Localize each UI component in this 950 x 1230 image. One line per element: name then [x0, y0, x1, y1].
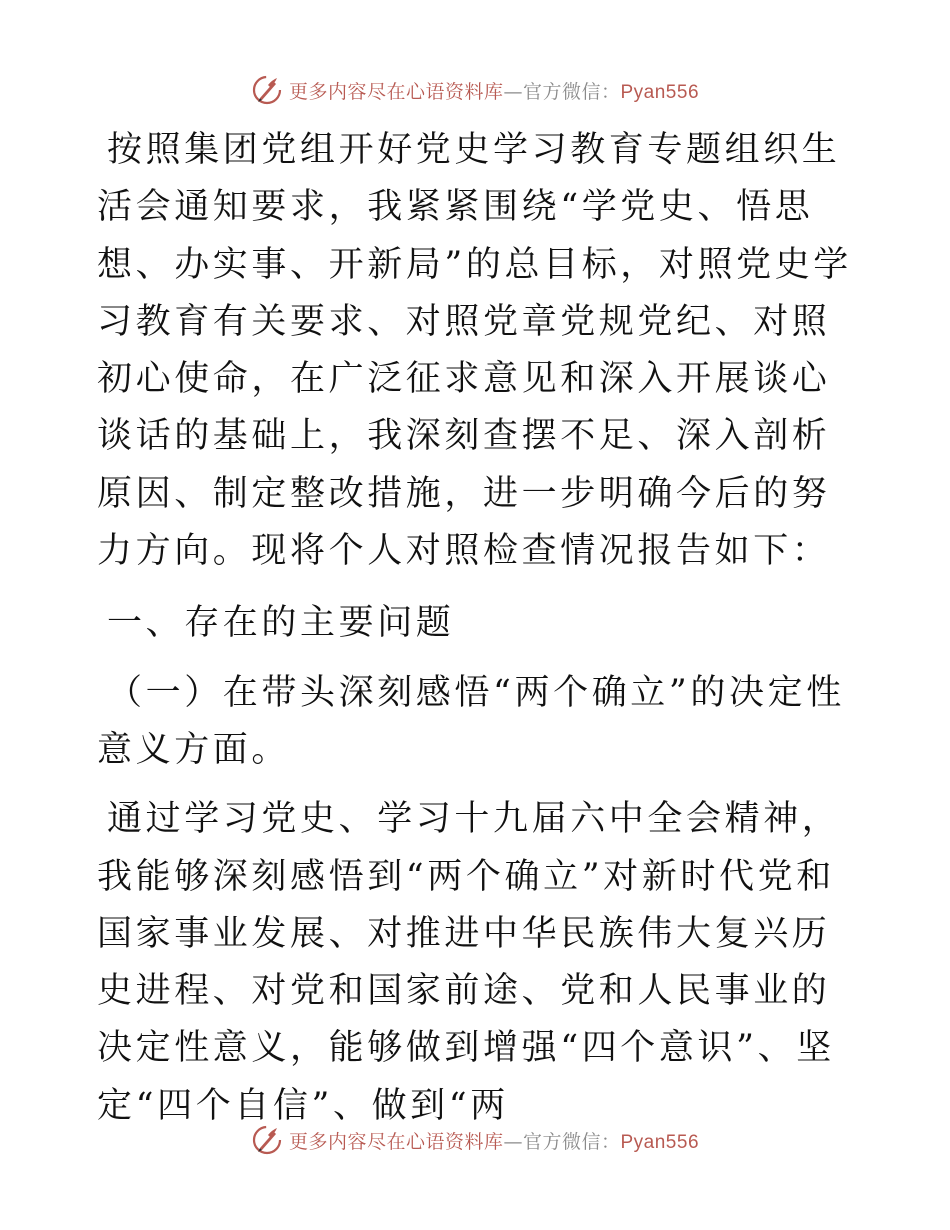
header-banner: [0, 70, 950, 110]
banner-site-text: 更多内容尽在心语资料库: [288, 80, 504, 103]
intro-paragraph: 按照集团党组开好党史学习教育专题组织生活会通知要求，我紧紧围绕“学党史、悟思想、办实事、开新局”的总目标，对照党史学习教育有关要求、对照党章党规党纪、对照初心使命，在广泛征求意见和深入开展谈心谈话的基础上，我深刻查摆不足、深入剖析原因、制定整改措施，进一步明确今后的努力方向。现将个人对照检查情况报告如下：: [97, 130, 852, 572]
document-body: [97, 122, 857, 1135]
banner-wechat-id: Pyan556: [620, 81, 700, 103]
footer-banner: [0, 1120, 950, 1160]
banner-wechat-id: Pyan556: [620, 1131, 700, 1153]
section-heading: 一、存在的主要问题: [107, 603, 455, 644]
quill-logo-icon: [251, 74, 283, 106]
banner-wechat-label: 官方微信：: [522, 80, 621, 103]
banner-dash: —: [503, 1130, 523, 1153]
quill-logo-icon: [251, 1124, 283, 1156]
banner-wechat-label: 官方微信：: [522, 1130, 621, 1153]
banner-site-text: 更多内容尽在心语资料库: [288, 1130, 504, 1153]
banner-dash: —: [503, 80, 523, 103]
banner-text: [289, 77, 699, 104]
banner-text: [289, 1127, 699, 1154]
subsection-heading: （一）在带头深刻感悟“两个确立”的决定性意义方面。: [97, 672, 845, 770]
body-paragraph: 通过学习党史、学习十九届六中全会精神，我能够深刻感悟到“两个确立”对新时代党和国家事业发展、对推进中华民族伟大复兴历史进程、对党和国家前途、党和人民事业的决定性意义，能够做到增强“四个意识”、坚定“四个自信”、做到“两: [97, 799, 841, 1126]
